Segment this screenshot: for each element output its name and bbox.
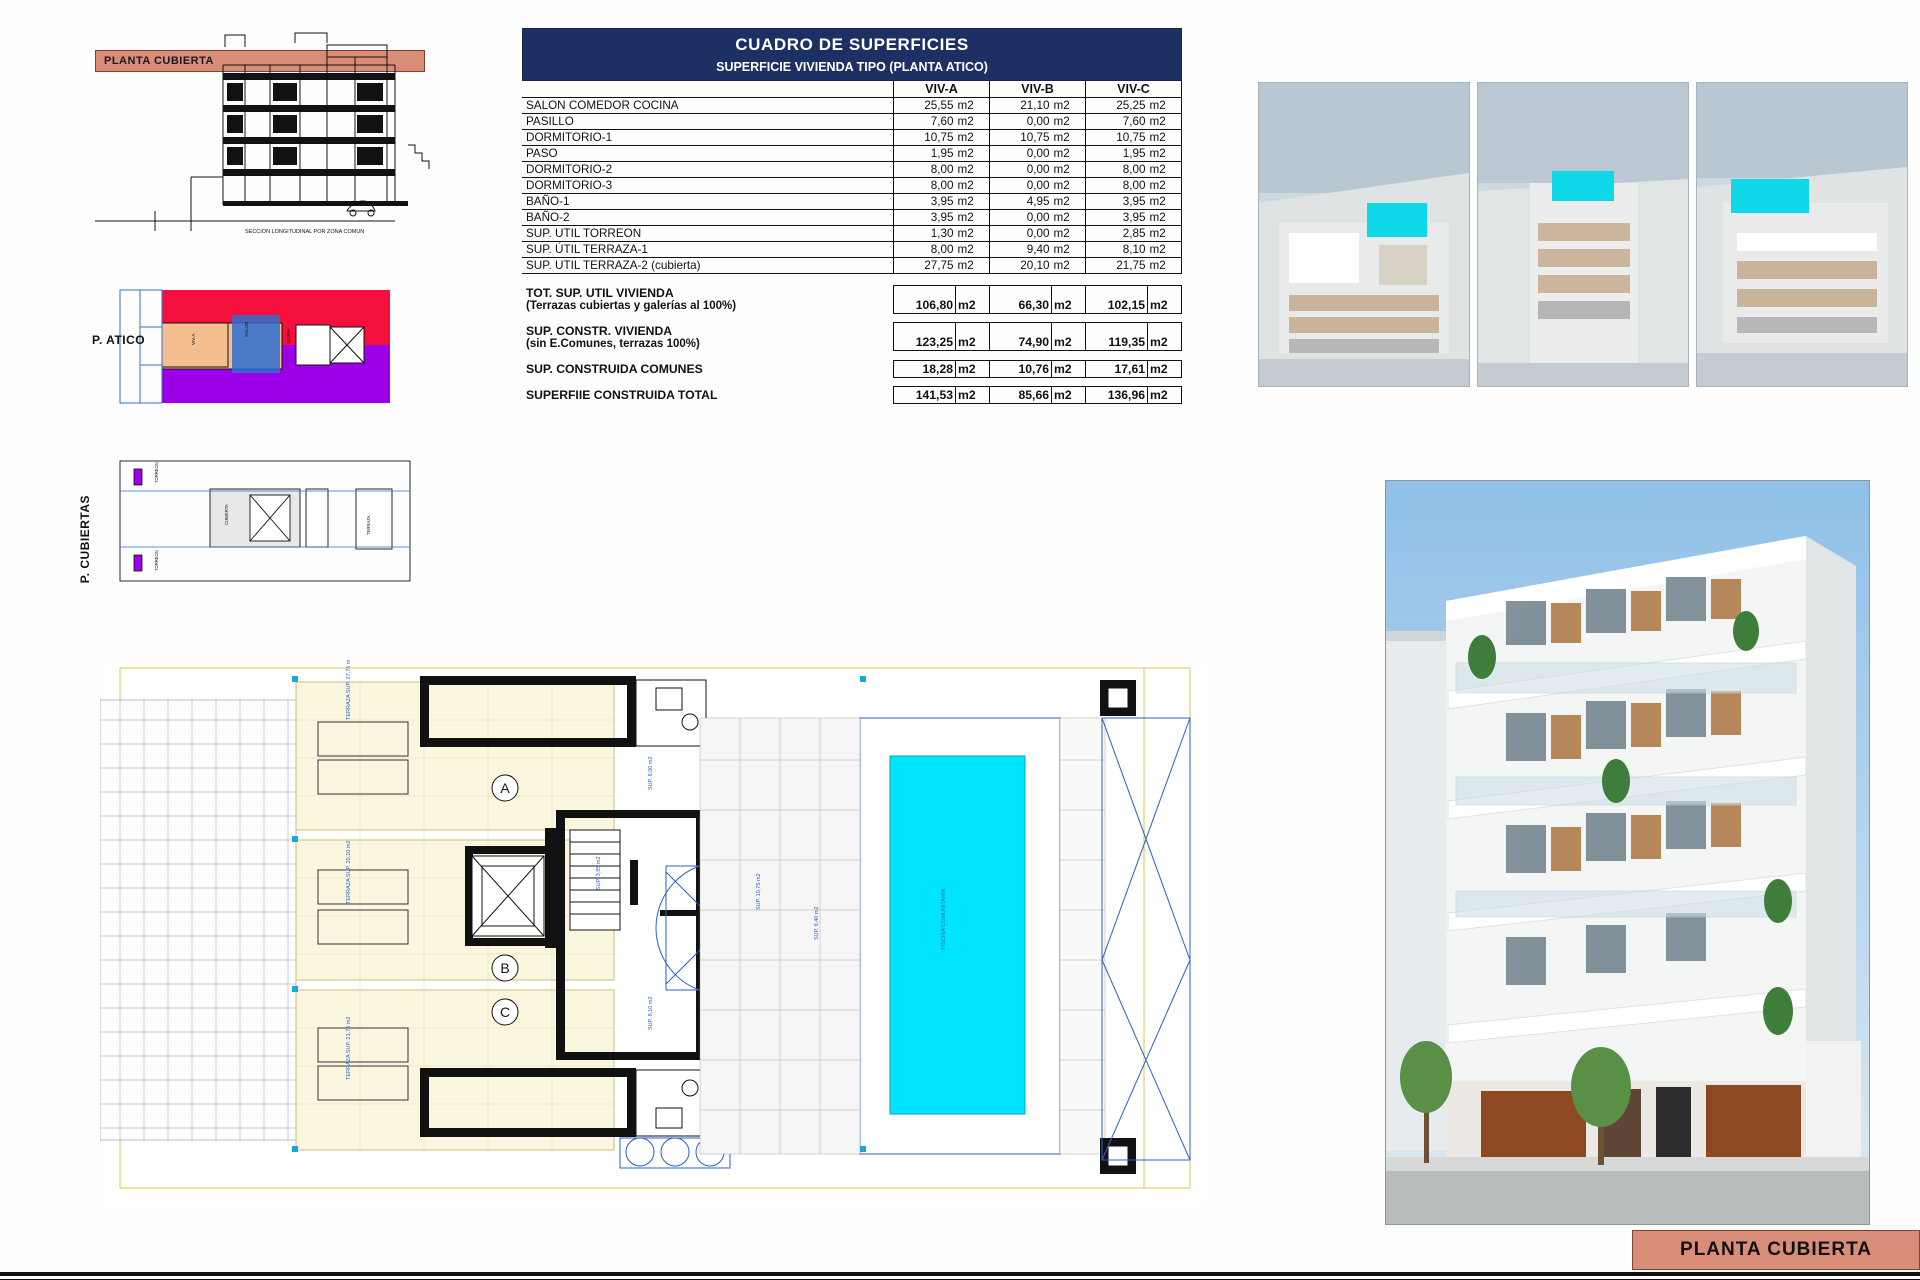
total-unit-b: m2 [1052,387,1086,404]
sheet-title-tag-label: PLANTA CUBIERTA [1680,1239,1872,1260]
row-value-b: 20,10 [990,258,1052,274]
row-unit-c: m2 [1148,226,1182,242]
total-label: SUP. CONSTRUIDA COMUNES [526,361,703,376]
row-value-c: 2,85 [1086,226,1148,242]
total-value-b: 85,66 [990,387,1052,404]
unit-marker-a: A [500,780,510,796]
svg-text:SUP. 10,75 m2: SUP. 10,75 m2 [756,873,762,910]
svg-text:TORREON: TORREON [154,550,159,571]
total-unit-c: m2 [1148,323,1182,351]
surfaces-table-subtitle: SUPERFICIE VIVIENDA TIPO (PLANTA ATICO) [716,60,988,74]
table-row [522,258,1182,274]
table-row [522,226,1182,242]
row-value-a: 10,75 [894,130,956,146]
aerial-render-left [1258,82,1470,387]
total-unit-a: m2 [956,387,990,404]
row-value-c: 3,95 [1086,210,1148,226]
unit-marker-c: C [499,1004,511,1020]
row-label: PASO [522,146,894,162]
row-value-c: 8,10 [1086,242,1148,258]
totals-construida-total [522,386,1182,404]
row-value-b: 9,40 [990,242,1052,258]
row-unit-c: m2 [1148,242,1182,258]
total-unit-c: m2 [1148,360,1182,377]
svg-text:PISCINA COMUNITARIA: PISCINA COMUNITARIA [941,888,947,950]
row-unit-a: m2 [956,258,990,274]
row-value-b: 10,75 [990,130,1052,146]
aerial-render-row [1258,82,1908,387]
total-unit-b: m2 [1052,360,1086,377]
svg-text:SUP. 9,40 m2: SUP. 9,40 m2 [814,906,820,940]
total-value-b: 10,76 [990,360,1052,377]
svg-text:SUP. 8,00 m2: SUP. 8,00 m2 [648,756,654,790]
unit-marker-b: B [500,960,510,976]
row-unit-c: m2 [1148,130,1182,146]
row-unit-b: m2 [1052,146,1086,162]
surfaces-table-title-bar [522,28,1182,81]
row-value-b: 0,00 [990,162,1052,178]
row-label: SALON COMEDOR COCINA [522,98,894,114]
row-value-c: 3,95 [1086,194,1148,210]
table-row [522,146,1182,162]
aerial-render-right [1696,82,1908,387]
total-value-c: 119,35 [1086,323,1148,351]
total-label: SUP. CONSTR. VIVIENDA [526,323,673,338]
svg-text:SUP. 8,10 m2: SUP. 8,10 m2 [648,996,654,1030]
row-value-b: 0,00 [990,114,1052,130]
row-unit-a: m2 [956,194,990,210]
total-label: SUPERFIIE CONSTRUIDA TOTAL [526,388,718,402]
row-value-c: 1,95 [1086,146,1148,162]
total-value-c: 17,61 [1086,360,1148,377]
surfaces-table [522,28,1182,404]
row-value-c: 21,75 [1086,258,1148,274]
surfaces-detail-table [522,81,1182,283]
total-value-a: 141,53 [894,387,956,404]
facade-render [1385,480,1870,1225]
col-header-viv-b: VIV-B [990,81,1086,98]
row-value-a: 1,95 [894,146,956,162]
totals-constr-vivienda [522,322,1182,360]
floor-plan-svg [100,660,1205,1205]
table-row [522,178,1182,194]
table-row [522,114,1182,130]
row-value-a: 25,55 [894,98,956,114]
row-value-b: 4,95 [990,194,1052,210]
row-unit-c: m2 [1148,178,1182,194]
svg-text:TERRAZA SUP. 20,10 m2: TERRAZA SUP. 20,10 m2 [346,840,352,904]
total-unit-c: m2 [1148,387,1182,404]
total-unit-b: m2 [1052,285,1086,313]
svg-text:TERRAZA: TERRAZA [366,515,371,535]
row-label: DORMITORIO-2 [522,162,894,178]
total-unit-a: m2 [956,360,990,377]
section-elevation-drawing [95,25,445,255]
row-label: SUP. ÚTIL TERRAZA-1 [522,242,894,258]
totals-comunes [522,360,1182,387]
row-value-a: 3,95 [894,194,956,210]
row-unit-c: m2 [1148,98,1182,114]
total-label: TOT. SUP. UTIL VIVIENDA [526,286,674,300]
row-label: SUP. UTIL TORREON [522,226,894,242]
row-unit-c: m2 [1148,194,1182,210]
row-unit-c: m2 [1148,210,1182,226]
svg-text:DORM: DORM [286,329,291,343]
total-unit-a: m2 [956,285,990,313]
total-value-b: 74,90 [990,323,1052,351]
svg-text:SALON: SALON [244,321,249,337]
svg-text:TORREON: TORREON [154,462,159,483]
row-value-a: 27,75 [894,258,956,274]
row-value-c: 25,25 [1086,98,1148,114]
row-unit-a: m2 [956,162,990,178]
atico-plan-svg [100,285,430,420]
total-unit-a: m2 [956,323,990,351]
surfaces-table-title: CUADRO DE SUPERFICIES [735,35,969,54]
table-row [522,194,1182,210]
row-unit-b: m2 [1052,130,1086,146]
row-value-c: 8,00 [1086,178,1148,194]
atico-plan-label: P. ATICO [92,333,146,347]
row-unit-a: m2 [956,210,990,226]
row-label: DORMITORIO-1 [522,130,894,146]
col-header-viv-a: VIV-A [894,81,990,98]
svg-text:VIV-A: VIV-A [191,333,196,345]
table-row [522,242,1182,258]
row-label: BAÑO-2 [522,210,894,226]
svg-text:SECCION LONGITUDINAL POR ZONA: SECCION LONGITUDINAL POR ZONA COMUN [245,229,365,235]
total-unit-b: m2 [1052,323,1086,351]
planta-cubierta-tag-label: PLANTA CUBIERTA [104,55,214,67]
row-value-b: 21,10 [990,98,1052,114]
total-value-c: 136,96 [1086,387,1148,404]
row-label: DORMITORIO-3 [522,178,894,194]
svg-text:TERRAZA SUP. 21,75 m2: TERRAZA SUP. 21,75 m2 [346,1016,352,1080]
table-row [522,162,1182,178]
row-unit-c: m2 [1148,162,1182,178]
row-value-a: 8,00 [894,178,956,194]
row-value-c: 7,60 [1086,114,1148,130]
roof-floor-plan [100,660,1205,1205]
row-unit-b: m2 [1052,178,1086,194]
total-unit-c: m2 [1148,285,1182,313]
cubiertas-plan-label: P. CUBIERTAS [78,495,92,584]
cubiertas-plan [78,455,430,595]
row-unit-a: m2 [956,98,990,114]
row-unit-b: m2 [1052,98,1086,114]
atico-color-plan [92,285,430,420]
totals-util-vivienda [522,285,1182,323]
row-unit-b: m2 [1052,114,1086,130]
row-value-b: 0,00 [990,226,1052,242]
row-unit-b: m2 [1052,162,1086,178]
svg-text:CUBIERTA: CUBIERTA [224,504,229,525]
row-value-b: 0,00 [990,178,1052,194]
row-unit-a: m2 [956,114,990,130]
row-unit-c: m2 [1148,146,1182,162]
row-label: SUP. UTIL TERRAZA-2 (cubierta) [522,258,894,274]
table-row [522,98,1182,114]
col-header-viv-c: VIV-C [1086,81,1182,98]
svg-text:TERRAZA SUP. 27,75 m2: TERRAZA SUP. 27,75 m2 [346,660,352,720]
row-value-a: 3,95 [894,210,956,226]
row-unit-c: m2 [1148,258,1182,274]
row-value-b: 0,00 [990,210,1052,226]
svg-text:SUP. 3,95 m2: SUP. 3,95 m2 [596,856,602,890]
total-value-c: 102,15 [1086,285,1148,313]
cubiertas-plan-svg [100,455,430,595]
row-value-c: 8,00 [1086,162,1148,178]
sheet-title-tag [1632,1230,1920,1270]
row-value-a: 7,60 [894,114,956,130]
row-label: PASILLO [522,114,894,130]
row-value-a: 8,00 [894,162,956,178]
total-value-a: 106,80 [894,285,956,313]
aerial-render-center [1477,82,1689,387]
row-label: BAÑO-1 [522,194,894,210]
row-unit-b: m2 [1052,242,1086,258]
row-unit-a: m2 [956,178,990,194]
table-header-row [522,81,1182,98]
row-unit-b: m2 [1052,226,1086,242]
row-value-b: 0,00 [990,146,1052,162]
row-unit-a: m2 [956,146,990,162]
total-note: (Terrazas cubiertas y galerías al 100%) [526,300,737,312]
row-unit-a: m2 [956,226,990,242]
row-value-a: 8,00 [894,242,956,258]
total-value-b: 66,30 [990,285,1052,313]
row-value-c: 10,75 [1086,130,1148,146]
sheet-bottom-rule [0,1272,1920,1276]
table-row [522,210,1182,226]
total-value-a: 18,28 [894,360,956,377]
row-unit-b: m2 [1052,258,1086,274]
table-row [522,130,1182,146]
row-unit-a: m2 [956,242,990,258]
elevation-svg [95,25,445,255]
total-value-a: 123,25 [894,323,956,351]
total-note: (sin E.Comunes, terrazas 100%) [526,337,700,350]
row-unit-b: m2 [1052,194,1086,210]
row-unit-c: m2 [1148,114,1182,130]
row-unit-a: m2 [956,130,990,146]
row-unit-b: m2 [1052,210,1086,226]
row-value-a: 1,30 [894,226,956,242]
